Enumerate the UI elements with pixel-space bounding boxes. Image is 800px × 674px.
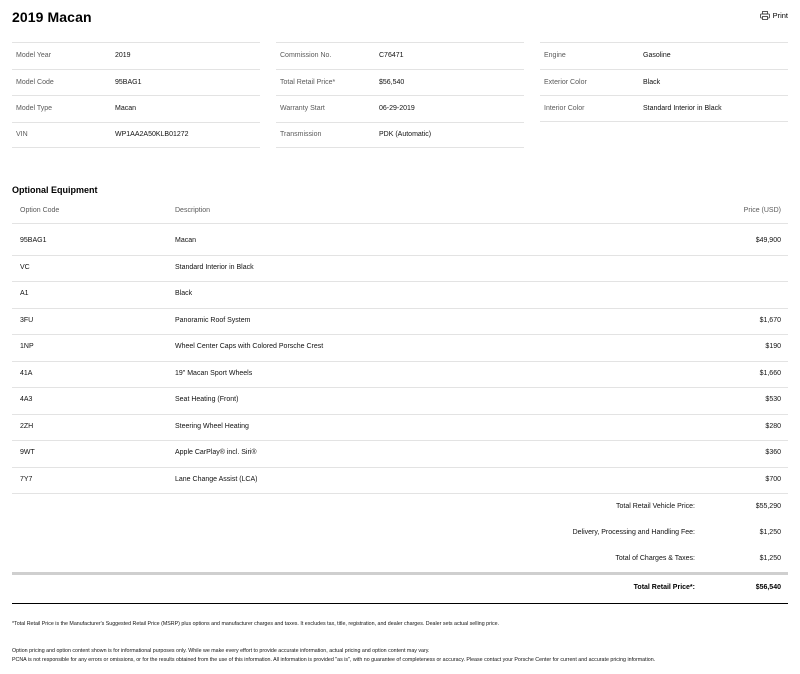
spec-label: Model Type bbox=[16, 105, 53, 113]
delivery-fee-value: $1,250 bbox=[759, 529, 781, 536]
option-code: VC bbox=[20, 263, 30, 271]
price-totals bbox=[12, 494, 788, 572]
option-code: 3FU bbox=[20, 316, 34, 324]
table-row bbox=[12, 335, 788, 362]
spec-row bbox=[276, 122, 524, 149]
option-description: Black bbox=[175, 290, 193, 297]
option-code: 9WT bbox=[20, 449, 35, 456]
option-price: $700 bbox=[765, 475, 781, 483]
spec-label: Model Year bbox=[16, 52, 52, 60]
option-price: $530 bbox=[765, 396, 781, 403]
option-code: 1NP bbox=[20, 343, 34, 350]
option-description: Macan bbox=[175, 237, 197, 244]
spec-row bbox=[12, 69, 260, 96]
option-description: Apple CarPlay® incl. Siri® bbox=[175, 449, 257, 456]
total-row bbox=[12, 520, 788, 546]
option-code: 95BAG1 bbox=[20, 237, 47, 244]
option-description: Panoramic Roof System bbox=[175, 316, 251, 324]
spec-row bbox=[276, 69, 524, 96]
option-description: Lane Change Assist (LCA) bbox=[175, 475, 258, 483]
spec-row bbox=[12, 95, 260, 122]
total-row bbox=[12, 546, 788, 572]
spec-value: Black bbox=[643, 78, 661, 86]
option-description: Wheel Center Caps with Colored Porsche Crest bbox=[175, 343, 324, 350]
spec-value: 2019 bbox=[115, 52, 131, 60]
spec-label: Interior Color bbox=[544, 104, 585, 112]
spec-value: PDK (Automatic) bbox=[379, 131, 432, 139]
grand-total-row bbox=[12, 578, 788, 604]
vehicle-price-value: $55,290 bbox=[755, 503, 781, 510]
spec-column-1 bbox=[12, 42, 260, 148]
option-code: 41A bbox=[20, 369, 33, 377]
grand-total-value: $56,540 bbox=[755, 584, 781, 591]
option-code: A1 bbox=[20, 290, 29, 297]
spec-label: Exterior Color bbox=[544, 78, 587, 86]
spec-label: Transmission bbox=[280, 131, 322, 139]
spec-column-2 bbox=[276, 42, 524, 148]
table-row bbox=[12, 282, 788, 309]
printer-icon bbox=[760, 11, 770, 20]
options-table bbox=[12, 229, 788, 494]
spec-row bbox=[540, 95, 788, 122]
spec-value: C76471 bbox=[379, 52, 404, 60]
spec-row bbox=[276, 42, 524, 69]
table-row bbox=[12, 309, 788, 336]
option-description: Standard Interior in Black bbox=[175, 263, 254, 271]
table-row bbox=[12, 229, 788, 256]
info-disclaimer-1: Option pricing and option content shown is for informational purposes only. While we make every effort to provide accurate information, actual pricing and option content may vary. bbox=[12, 648, 430, 654]
spec-label: Warranty Start bbox=[280, 105, 325, 113]
option-code: 4A3 bbox=[20, 396, 33, 403]
spec-label: VIN bbox=[16, 131, 28, 139]
options-table-header bbox=[12, 200, 788, 224]
option-price: $49,900 bbox=[755, 237, 781, 244]
print-label: Print bbox=[772, 11, 788, 20]
divider bbox=[12, 572, 788, 575]
option-code: 7Y7 bbox=[20, 475, 33, 483]
spec-column-3 bbox=[540, 42, 788, 122]
vehicle-price-label: Total Retail Vehicle Price: bbox=[616, 503, 695, 510]
column-header-description: Description bbox=[175, 207, 211, 214]
spec-label: Model Code bbox=[16, 78, 54, 86]
spec-label: Commission No. bbox=[280, 52, 332, 60]
charges-taxes-value: $1,250 bbox=[759, 555, 781, 562]
table-row bbox=[12, 362, 788, 389]
option-price: $1,670 bbox=[759, 316, 781, 324]
spec-row bbox=[12, 122, 260, 149]
vehicle-specs bbox=[12, 42, 788, 149]
spec-value: 95BAG1 bbox=[115, 78, 142, 86]
delivery-fee-label: Delivery, Processing and Handling Fee: bbox=[572, 529, 695, 536]
column-header-price: Price (USD) bbox=[743, 207, 781, 214]
spec-label: Engine bbox=[544, 52, 566, 60]
option-price: $1,660 bbox=[759, 369, 781, 377]
page-title: 2019 Macan bbox=[12, 9, 92, 25]
table-row bbox=[12, 256, 788, 283]
info-disclaimer-2: PCNA is not responsible for any errors or omissions, or for the results obtained from the use of this information. All information is provided "as is", with no guarantee of completeness or accuracy. Please contact your Porsche Center for current and accurate pricing information. bbox=[12, 657, 656, 663]
spec-value: Macan bbox=[115, 105, 137, 113]
grand-total-label: Total Retail Price*: bbox=[633, 584, 695, 591]
table-row bbox=[12, 468, 788, 495]
total-row bbox=[12, 494, 788, 520]
optional-equipment-title: Optional Equipment bbox=[12, 185, 98, 195]
spec-value: Gasoline bbox=[643, 52, 671, 60]
spec-row bbox=[540, 42, 788, 69]
spec-label: Total Retail Price* bbox=[280, 78, 336, 86]
spec-row bbox=[12, 42, 260, 69]
msrp-disclaimer: *Total Retail Price is the Manufacturer's Suggested Retail Price (MSRP) plus options and manufacturer charges and taxes. It excludes tax, title, registration, and dealer charges. Dealer sets actual selling price. bbox=[12, 621, 500, 627]
column-header-code: Option Code bbox=[20, 207, 60, 214]
option-price: $280 bbox=[765, 422, 781, 430]
spec-row bbox=[276, 95, 524, 122]
spec-value: 06-29-2019 bbox=[379, 105, 415, 113]
spec-row bbox=[540, 69, 788, 96]
spec-value: $56,540 bbox=[379, 78, 405, 86]
option-code: 2ZH bbox=[20, 422, 34, 430]
charges-taxes-label: Total of Charges & Taxes: bbox=[615, 555, 695, 562]
option-description: 19" Macan Sport Wheels bbox=[175, 369, 253, 377]
option-description: Seat Heating (Front) bbox=[175, 396, 239, 403]
option-price: $360 bbox=[765, 449, 781, 456]
option-description: Steering Wheel Heating bbox=[175, 422, 249, 430]
table-row bbox=[12, 388, 788, 415]
option-price: $190 bbox=[765, 343, 781, 350]
table-row bbox=[12, 415, 788, 442]
spec-value: WP1AA2A50KLB01272 bbox=[115, 131, 189, 139]
spec-value: Standard Interior in Black bbox=[643, 104, 722, 112]
table-row bbox=[12, 441, 788, 468]
print-button[interactable] bbox=[760, 11, 788, 20]
